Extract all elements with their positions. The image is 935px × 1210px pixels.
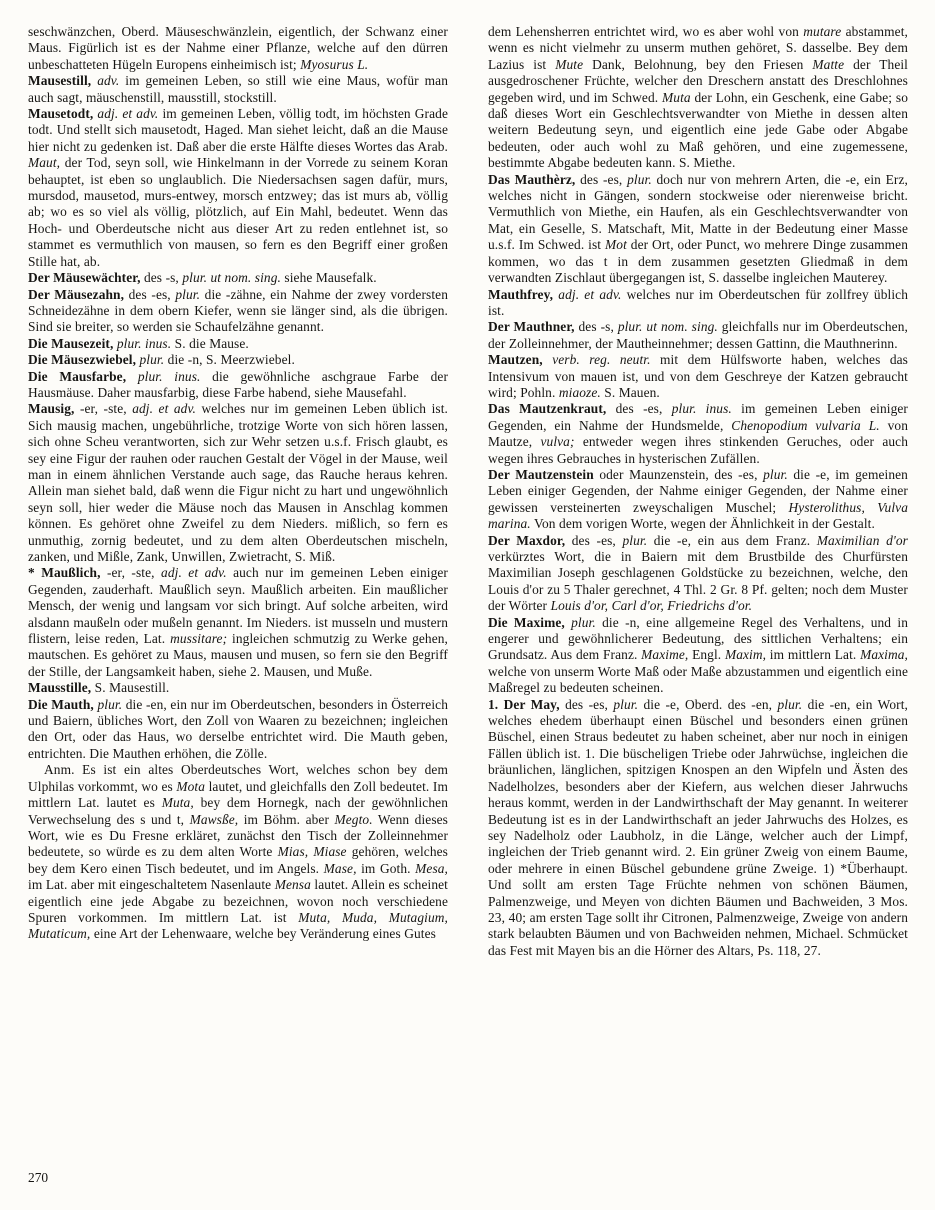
entry-headword: Die Maxime, — [488, 614, 572, 630]
entry-headword: Die Mausezeit, — [28, 335, 117, 351]
body-text: S. Mausestill. — [94, 680, 170, 696]
body-text: des -es, — [580, 171, 628, 187]
emphasis-text: miaoze. — [558, 384, 601, 400]
body-text: die -n, S. Meerzwiebel. — [164, 352, 295, 368]
entry-headword: Der Mautzenstein — [488, 466, 600, 482]
entry-headword: Die Mausfarbe, — [28, 368, 138, 384]
emphasis-text: Maut, — [28, 155, 61, 171]
entry-headword: Der Mauthner, — [488, 319, 579, 335]
left-column — [28, 24, 448, 959]
entry-headword: * Maußlich, — [28, 565, 107, 581]
dictionary-entry — [28, 369, 448, 402]
body-text: die -en, ein Wort, welches ehedem überhaupt einen Büschel und besonders einen grünen Büschel, einen Straus bedeutet zu haben scheinet, aber nur noch in einigen Fällen üblich ist. 1. Die büscheligen Triebe oder Jahrwüchse, ingleichen die bräunlichen, länglichen, spitzigen Knospen an den Wipfeln und Ästen des Nadelholzes, besonders aber der Kiefern, aus welchen dieser Jahrwuchs heraus kommt, werden in der Landwirthschaft der May genannt. In weiterer Bedeutung ist es in der Landwirthschaft an jeder Jahrwuchs des Holzes, es sey Nadelholz oder Laubholz, in die Länge, welcher auch der Limpf, ingleichen der Trieb genannt wird. 2. Ein grüner Zweig von einem Baume, oder mehrere in einen Büschel gebundene grüne Zweige. 1) *Überhaupt. Und sollt am ersten Tage Früchte nehmen von schönen Bäumen, Palmenzweige, und Meyen von dichten Bäumen und Bachweiden, 3 Mos. 23, 40; am ersten Tage sollt ihr Citronen, Palmenzweige, Zweige von andern stark belaubten Bäumen und von Bachweiden nehmen, Michael. Schmücket das Fest mit Mayen bis an die Hörner des Altars, Ps. 118, 27. — [488, 696, 908, 958]
right-column — [488, 24, 908, 959]
entry-headword: Mausestill, — [28, 73, 98, 89]
body-text: die -en, ein nur im Oberdeutschen, besonders in Österreich und Baiern, übliches Wort, den Zoll von Waaren zu bezeichnen; ingleichen den Ort, oder das Haus, wo derselbe entrichtet wird. Die Mauth geben, entrichten. Die Mauthen erhöhen, die Zölle. — [28, 696, 448, 761]
emphasis-text: Mawsße, — [189, 811, 239, 827]
dictionary-entry — [488, 24, 908, 172]
entry-headword: Der Mäusewächter, — [28, 270, 144, 286]
emphasis-text: mutare — [803, 24, 842, 39]
entry-headword: Der Maxdor, — [488, 532, 572, 548]
entry-headword: Die Mauth, — [28, 696, 98, 712]
body-text: auch nur im gemeinen Leben einiger Gegenden, zauderhaft. Maußlich seyn. Maußlich arbeiten. Ein maußlicher Mensch, der wenig und langsam vor sich bringt. Auf solche arbeiten, wird alsdann maußeln oder mußeln genannt. Im Nieders. ist musseln und mustern flistern, leise reden, Lat. — [28, 565, 448, 647]
entry-headword: Mausig, — [28, 401, 80, 417]
dictionary-entry — [488, 697, 908, 960]
body-text: Dank, Belohnung, bey den Friesen — [583, 56, 813, 72]
body-text: gleichfalls nur im Oberdeutschen, der Zolleinnehmer, der Mautheinnehmer; dessen Gattinn, die Mauthnerinn. — [488, 319, 908, 351]
body-text: im Böhm. aber — [238, 811, 335, 827]
emphasis-text: adv. — [97, 73, 120, 89]
body-text: welches nur im gemeinen Leben üblich ist. Sich mausig machen, ungebührliche, trotzige Worte von sich hören lassen, sich ohne Scheu verantworten, sich zur Wehr setzen u.s.f. Frisch glaubt, es sey eine Figur der rauhen oder rauchen Gestalt der Vögel in der Mause, weil man in einem ähnlichen Verstande auch sage, das Rauche heraus kehren. Allein man siehet bald, daß wenn die Figur nicht zu hart und ungewöhnlich seyn soll, hier weder die Mäuse noch das Mausen in Anschlag kommen können. Es gehöret ohne Zweifel zu dem Nieders. mißlich, so fern es unmuthig, zornig bedeutet, und zu dem alten Oberdeutschen mischeln, zanken, und Mißle, Zank, Unwillen, Zwietracht, S. Miß. — [28, 401, 448, 564]
body-text: von Mautze, — [488, 417, 908, 450]
body-text: des -s, — [578, 319, 618, 335]
dictionary-entry — [28, 106, 448, 270]
entry-headword: Das Mautzenkraut, — [488, 401, 616, 417]
emphasis-text: plur. — [175, 286, 201, 302]
body-text: im Lat. aber mit eingeschaltetem Nasenlaute — [28, 877, 275, 893]
body-text: der Lohn, ein Geschenk, eine Gabe; so daß dieses Wort ein Geschlechtsverwandter von Miethe in dessen alten weitern Bedeutung seyn, und eigentlich eine jede Gabe oder Abgabe bedeuten, oder auch wohl zu Maß gehören, und eine zugemessene, bestimmte Abgabe bedeuten kann. S. Miethe. — [488, 89, 908, 171]
emphasis-text: plur. — [777, 696, 803, 712]
emphasis-text: Muta — [662, 89, 691, 105]
dictionary-entry — [488, 467, 908, 533]
emphasis-text: plur. inus. — [116, 335, 172, 351]
emphasis-text: plur. — [613, 696, 639, 712]
body-text: S. die Mause. — [171, 335, 249, 351]
dictionary-entry — [28, 565, 448, 680]
dictionary-entry — [488, 401, 908, 467]
emphasis-text: plur. inus. — [137, 368, 201, 384]
emphasis-text: adj. et adv. — [132, 401, 196, 417]
body-text: welches nur im Oberdeutschen für zollfrey üblich ist. — [488, 286, 908, 318]
body-text: -er, -ste, — [106, 565, 162, 581]
emphasis-text: mussitare; — [170, 631, 228, 647]
body-text: eine Art der Lehenwaare, welche bey Veränderung eines Gutes — [90, 926, 436, 942]
emphasis-text: Hysterolithus, Vulva marina. — [488, 499, 908, 532]
dictionary-entry — [28, 680, 448, 696]
body-text: die -e, Oberd. des -en, — [638, 696, 778, 712]
body-text: des -es, — [615, 401, 672, 417]
body-text: die gewöhnliche aschgraue Farbe der Hausmäuse. Daher mausfarbig, diese Farbe habend, siehe Mausefahl. — [28, 368, 449, 400]
body-text: mit dem Hülfsworte haben, welches das Intensivum von mauen ist, und von dem Geschreye der Katzen gebraucht wird; Pohln. — [488, 352, 908, 400]
emphasis-text: plur. — [627, 171, 652, 187]
body-text: die -n, eine allgemeine Regel des Verhaltens, und in engerer und gewöhnlicherer Bedeutung, des sittlichen Verhaltens; ein Grundsatz. Aus dem Franz. — [488, 614, 908, 663]
emphasis-text: Louis d'or, Carl d'or, Friedrichs d'or. — [550, 598, 753, 614]
emphasis-text: plur. — [97, 696, 123, 712]
emphasis-text: adj. et adv. — [97, 106, 159, 122]
body-text: bey dem Hornegk, nach der gewöhnlichen Verwechselung des s und t, — [28, 795, 448, 827]
body-text: im Goth. — [356, 860, 416, 876]
body-text: oder Maunzenstein, des -es, — [599, 466, 764, 482]
dictionary-entry — [488, 172, 908, 287]
body-text: im gemeinen Leben einiger Gegenden, ein Nahme der Hundsmelde, — [488, 401, 908, 433]
entry-headword: Mausstille, — [28, 680, 95, 696]
body-text: gehören, welches bey dem Kero einen Tisch bedeutet, und im Angels. — [28, 844, 448, 876]
emphasis-text: Maxime, — [641, 647, 689, 663]
entry-headword: Die Mäusezwiebel, — [28, 352, 140, 368]
body-text: welche von unserm Worte Maß oder Maße abzustammen und eigentlich eine Maßregel zu bedeuten scheinen. — [488, 663, 908, 696]
dictionary-entry — [28, 352, 448, 368]
body-text: des -s, — [143, 270, 183, 286]
body-text: S. Mauen. — [600, 384, 660, 400]
body-text: die -e, im gemeinen Leben einiger Gegenden, der Nahme einiger Gegenden, der Nahme einer gewissen versteinerten zweyschaligen Muschel; — [488, 466, 908, 515]
emphasis-text: Mota — [176, 778, 206, 794]
entry-headword: Mauthfrey, — [488, 286, 559, 302]
dictionary-entry — [28, 697, 448, 763]
dictionary-entry — [28, 24, 448, 73]
emphasis-text: Megto. — [334, 811, 373, 827]
emphasis-text: Mase, — [323, 860, 357, 876]
dictionary-entry — [28, 73, 448, 106]
emphasis-text: adj. et adv. — [558, 286, 622, 302]
body-text: die -e, ein aus dem Franz. — [647, 532, 817, 548]
emphasis-text: Mesa, — [415, 860, 448, 876]
entry-headword: Das Mauthèrz, — [488, 171, 581, 187]
body-text: Anm. Es ist ein altes Oberdeutsches Wort, welches schon bey dem Ulphilas vorkommt, wo es — [28, 762, 448, 794]
emphasis-text: verb. reg. neutr. — [552, 352, 651, 368]
emphasis-text: Maxim, — [724, 647, 767, 663]
entry-headword: 1. Der May, — [488, 696, 566, 712]
emphasis-text: Myosurus L. — [300, 56, 369, 72]
body-text: im gemeinen Leben, völlig todt, im höchsten Grade todt. Und stellt sich mausetodt, Haged. Man siehet leicht, daß an die Mause hier nicht zu gedenken ist. Daß aber die erste Hälfte dieses Wortes das Arab. — [28, 106, 448, 154]
dictionary-entry — [488, 319, 908, 352]
emphasis-text: plur. — [763, 466, 788, 482]
body-text: der Ort, oder Punct, wo mehrere Dinge zusammen kommen, wo das t in dem zusammen gesetzten Gliedmaß in dem verwandten Zischlaut übergegangen ist, S. dasselbe ingleichen Mauterey. — [488, 237, 908, 286]
emphasis-text: Mute — [555, 56, 584, 72]
emphasis-text: Muta, Muda, Mutagium, Mutaticum, — [28, 909, 448, 942]
body-text: entweder wegen ihres stinkenden Geruches, oder auch wegen ihres Gebrauches in hysterischen Zufällen. — [488, 434, 908, 466]
body-text: des -es, — [128, 286, 176, 302]
body-text: abstammet, wenn es nicht vielmehr zu unserm muthen gehöret, S. dasselbe. Bey dem Lazius ist — [488, 24, 908, 72]
emphasis-text: Maxima, — [860, 647, 908, 663]
emphasis-text: plur. ut nom. sing. — [617, 319, 718, 335]
dictionary-entry — [488, 533, 908, 615]
dictionary-entry — [28, 336, 448, 352]
emphasis-text: Mensa — [274, 877, 311, 893]
body-text: des -es, — [571, 532, 623, 548]
entry-headword: Mautzen, — [488, 352, 553, 368]
dictionary-entry — [488, 287, 908, 320]
emphasis-text: Mot — [605, 237, 627, 253]
emphasis-text: Matte — [812, 56, 845, 72]
body-text: Von dem vorigen Worte, wegen der Ähnlichkeit in der Gestalt. — [530, 516, 875, 532]
dictionary-entry — [488, 352, 908, 401]
emphasis-text: vulva; — [540, 434, 575, 450]
entry-headword: Mausetodt, — [28, 106, 98, 122]
emphasis-text: plur. — [622, 532, 648, 548]
emphasis-text: plur. — [571, 614, 596, 630]
entry-headword: Der Mäusezahn, — [28, 286, 129, 302]
body-text: -er, -ste, — [79, 401, 133, 417]
emphasis-text: adj. et adv. — [161, 565, 227, 581]
emphasis-text: Maximilian d'or — [816, 532, 908, 548]
body-text: des -es, — [565, 696, 614, 712]
emphasis-text: Muta, — [161, 795, 194, 811]
dictionary-entry — [488, 615, 908, 697]
body-text: im mittlern Lat. — [766, 647, 861, 663]
dictionary-entry — [28, 287, 448, 336]
emphasis-text: plur. inus. — [671, 401, 732, 417]
emphasis-text: plur. — [139, 352, 165, 368]
emphasis-text: Mias, Miase — [277, 844, 347, 860]
body-text: seschwänzchen, Oberd. Mäuseschwänzlein, eigentlich, der Schwanz einer Maus. Figürlich ist es der Nahme einer Pflanze, welche auf den dürren unbeschatteten Hügeln Europens einheimisch ist; — [28, 24, 448, 72]
body-text: lautet. Allein es scheinet eigentlich eine jede Abgabe zu bezeichnen, wovon noch verschiedene Spuren vorkommen. Im mittlern Lat. ist — [28, 877, 448, 925]
emphasis-text: Chenopodium vulvaria L. — [731, 417, 880, 433]
body-text: der Tod, seyn soll, wie Hinkelmann in der Vorrede zu seinem Koran behauptet, ist eben so unglaublich. Die Niedersachsen sagen dafür, murs, mursdod, mausetod, murs-entwey, morsch entzwey; das ist murs ab, völlig ab; wo es so viel als völlig, plötzlich, auf Ein Mahl, bedeutet. Wenn das Hoch- und Oberdeutsche nicht aus dieser Art zu reden entlehnet ist, so stammet es vermuthlich von mausen, so fern es den Begriff einer großen Stille hat, ab. — [28, 155, 448, 269]
dictionary-entry — [28, 270, 448, 286]
body-text: Engl. — [688, 647, 725, 663]
body-text: der Theil ausgedroschener Früchte, welcher den Dreschern anstatt des Dreschlohnes gegeben wird, und im Schwed. — [488, 56, 909, 105]
body-text: verkürztes Wort, die in Baiern mit dem Brustbilde des Churfürsten Maximilian Joseph geschlagenen Goldstücke zu bezeichnen, welche, den Louis d'or zu 5 Thaler gerechnet, 4 Thl. 2 Gr. 8 Pf. gelten; noch dem Muster der Wörter — [488, 549, 908, 614]
dictionary-entry — [28, 762, 448, 942]
body-text: dem Lehensherren entrichtet wird, wo es aber wohl von — [488, 24, 804, 39]
body-text: im gemeinen Leben, so still wie eine Maus, wofür man auch sagt, mäuschenstill, mausstill, stockstill. — [28, 73, 448, 105]
body-text: siehe Mausefalk. — [280, 270, 377, 286]
page-number: 270 — [28, 1170, 49, 1185]
body-text: ingleichen schmutzig zu Werke gehen, mautschen. Es gehöret zu Maus, mausen und musen, so fern sie den Begriff der Stille, der Langsamkeit haben, siehe 2. Mausen, und Muße. — [28, 631, 449, 679]
body-text: die -zähne, ein Nahme der zwey vordersten Schneidezähne in dem obern Kiefer, wenn sie länger sind, als die übrigen. Sind sie breiter, so werden sie Schaufelzähne genannt. — [28, 286, 449, 335]
body-text: Wenn dieses Wort, wie es Du Fresne erkläret, zunächst den Tisch der Zolleinnehmer bedeutete, so würde es zu dem alten Worte — [28, 811, 448, 860]
body-text: lautet, und gleichfalls den Zoll bedeutet. Im mittlern Lat. lautet es — [28, 778, 448, 811]
dictionary-entry — [28, 401, 448, 565]
emphasis-text: plur. ut nom. sing. — [182, 270, 281, 286]
body-text: doch nur von mehrern Arten, die -e, ein Erz, welches nicht in Gängen, sondern stockweise oder nierenweise bricht. Vermuthlich von Miethe, ein Haufen, als ein Geschlechtsverwandter von Mat, ein Geselle, S. Matschaft, Mit, Matte in der Bedeutung einer Masse u.s.f. Im Schwed. ist — [488, 171, 908, 253]
